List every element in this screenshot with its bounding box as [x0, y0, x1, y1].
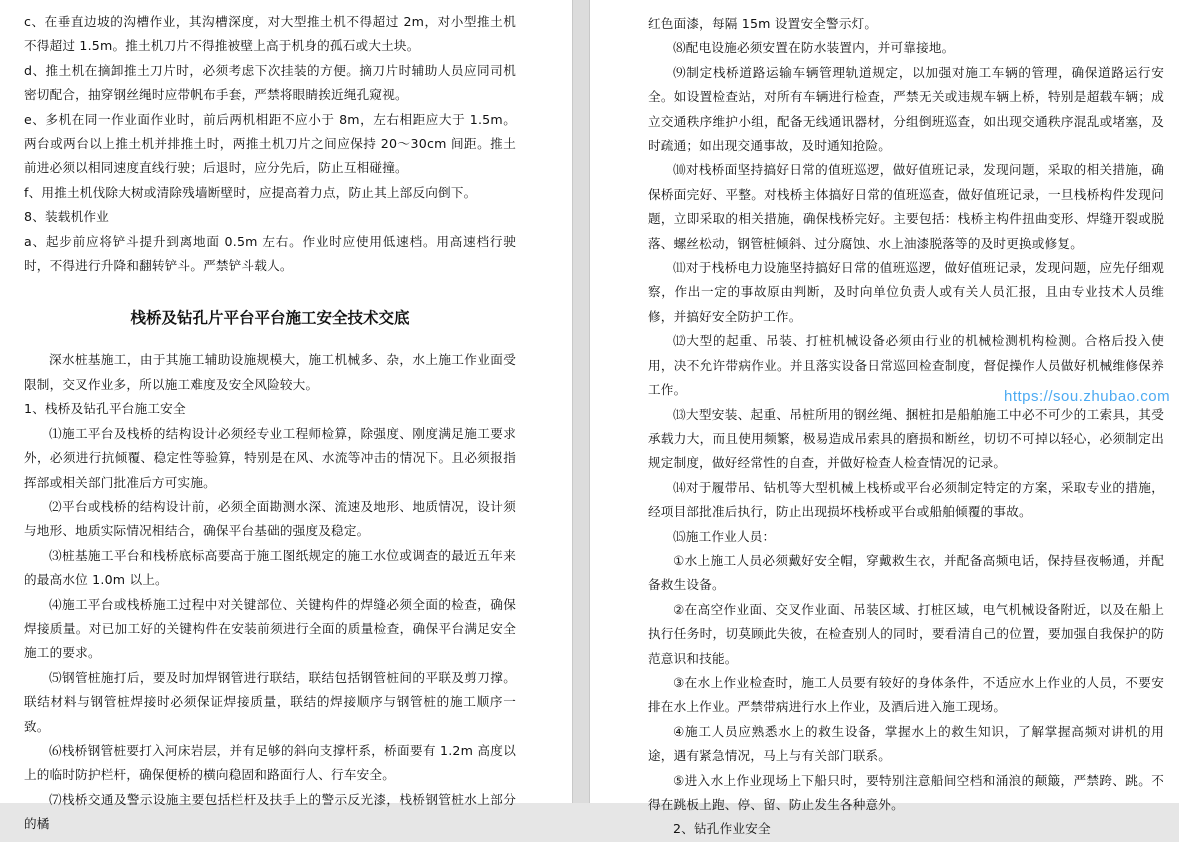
paragraph: d、推土机在摘卸推土刀片时，必须考虑下次挂装的方便。摘刀片时辅助人员应同司机密切配合，抽穿钢丝绳时应带帆布手套，严禁将眼睛挨近绳孔窥视。	[24, 62, 516, 103]
paragraph: ③在水上作业检查时，施工人员要有较好的身体条件，不适应水上作业的人员，不要安排在水上作业。严禁带病进行水上作业，及酒后进入施工现场。	[648, 674, 1164, 715]
document-title: 栈桥及钻孔片平台平台施工安全技术交底	[130, 308, 410, 328]
document-page-left	[0, 0, 572, 832]
paragraph: ⑹栈桥钢管桩要打入河床岩层，并有足够的斜向支撑杆系，桥面要有 1.2m 高度以上的临时防护栏杆，确保便桥的横向稳固和路面行人、行车安全。	[24, 742, 516, 783]
paragraph: ⑸钢管桩施打后，要及时加焊钢管进行联结，联结包括钢管桩间的平联及剪刀撑。联结材料与钢管桩焊接时必须保证焊接质量，联结的焊接顺序与钢管桩的施工顺序一致。	[24, 669, 516, 734]
paragraph: ①水上施工人员必须戴好安全帽，穿戴救生衣，并配备高频电话，保持昼夜畅通，并配备救生设备。	[648, 552, 1164, 593]
section-heading: 2、钻孔作业安全	[673, 821, 771, 837]
page-separator	[572, 0, 590, 803]
paragraph: 红色面漆，每隔 15m 设置安全警示灯。	[648, 16, 878, 31]
paragraph: ⑾对于栈桥电力设施坚持搞好日常的值班巡逻，做好值班记录，发现问题，应先仔细观察，作出一定的事故原由判断，及时向单位负责人或有关人员汇报，且由专业技术人员维修，并搞好安全防护工作。	[648, 260, 1164, 324]
paragraph: ⑽对栈桥面坚持搞好日常的值班巡逻，做好值班记录，发现问题，采取的相关措施，确保桥面完好、平整。对栈桥主体搞好日常的值班巡查，做好值班记录，一旦栈桥构件发现问题，立即采取的相关措施，确保栈桥完好。主要包括：栈桥主构件扭曲变形、焊缝开裂或脱落、螺丝松动，钢管桩倾斜、过分腐蚀、水上油漆脱落等的及时更换或修复。	[648, 162, 1164, 251]
section-heading: 8、装载机作业	[24, 209, 109, 225]
paragraph: ⑤进入水上作业现场上下船只时，要特别注意船间空档和涌浪的颠簸，严禁跨、跳。不得在跳板上跑、停、留、防止发生各种意外。	[648, 772, 1164, 812]
paragraph: ⑵平台或栈桥的结构设计前，必须全面勘测水深、流速及地形、地质情况，设计须与地形、地质实际情况相结合，确保平台基础的强度及稳定。	[24, 498, 516, 539]
paragraph: ⑺栈桥交通及警示设施主要包括栏杆及扶手上的警示反光漆，栈桥钢管桩水上部分的橘	[24, 791, 516, 832]
page-right-content	[648, 12, 1164, 842]
paragraph: ④施工人员应熟悉水上的救生设备，掌握水上的救生知识，了解掌握高频对讲机的用途，遇有紧急情况，马上与有关部门联系。	[648, 723, 1164, 764]
section-heading: 1、栈桥及钻孔平台施工安全	[24, 401, 186, 417]
paragraph: ⑿大型的起重、吊装、打桩机械设备必须由行业的机械检测机构检测。合格后投入使用，决不允许带病作业。并且落实设备日常巡回检查制度，督促操作人员做好机械维修保养工作。	[648, 333, 1164, 398]
paragraph: 深水桩基施工，由于其施工辅助设施规模大，施工机械多、杂，水上施工作业面受限制，交叉作业多，所以施工难度及安全风险较大。	[24, 352, 516, 392]
paragraph: ②在高空作业面、交叉作业面、吊装区域、打桩区域，电气机械设备附近，以及在船上执行任务时，切莫顾此失彼，在检查别人的同时，要看清自己的位置，要加强自我保护的防范意识和技能。	[648, 601, 1164, 666]
paragraph: ⒀大型安装、起重、吊桩所用的钢丝绳、捆桩扣是船舶施工中必不可少的工索具，其受承载力大，而且使用频繁，极易造成吊索具的磨损和断丝，切切不可掉以轻心，必须制定出规定制度，做好经常性的自查，并做好检查人检查情况的记录。	[648, 406, 1164, 471]
page-left-content	[24, 10, 516, 837]
paragraph: f、用推土机伐除大树或清除残墙断壁时，应提高着力点，防止其上部反向倒下。	[24, 184, 477, 200]
paragraph: ⑴施工平台及栈桥的结构设计必须经专业工程师检算，除强度、刚度满足施工要求外，必须进行抗倾覆、稳定性等验算，特别是在风、水流等冲击的情况下。且必须报指挥部或相关部门批准后方可实施。	[24, 425, 516, 490]
paragraph: ⒂施工作业人员：	[673, 528, 776, 544]
paragraph: ⑻配电设施必须安置在防水装置内，并可靠接地。	[673, 40, 955, 56]
paragraph: ⑼制定栈桥道路运输车辆管理轨道规定，以加强对施工车辆的管理，确保道路运行安全。如设置检查站，对所有车辆进行检查，严禁无关或违规车辆上桥，特别是超载车辆；成立交通秩序维护小组，配备无线通讯器材，分组倒班巡查，如出现交通秩序混乱或堵塞，及时疏通；如出现交通事故，及时通知抢险。	[648, 64, 1164, 154]
paragraph: c、在垂直边坡的沟槽作业，其沟槽深度，对大型推土机不得超过 2m，对小型推土机不得超过 1.5m。推土机刀片不得推被壁上高于机身的孤石或大土块。	[24, 14, 516, 54]
paragraph: ⑶桩基施工平台和栈桥底标高要高于施工图纸规定的施工水位或调查的最近五年来的最高水位 1.0m 以上。	[24, 547, 516, 588]
paragraph: ⑷施工平台或栈桥施工过程中对关键部位、关键构件的焊缝必须全面的检查，确保焊接质量。对已加工好的关键构件在安装前须进行全面的质量检查，确保平台满足安全施工的要求。	[24, 596, 516, 661]
paragraph: e、多机在同一作业面作业时，前后两机相距不应小于 8m，左右相距应大于 1.5m。两台或两台以上推土机并排推土时，两推土机刀片之间应保持 20～30cm 间距。推土前进必须以相同速度直线行驶；后退时，应分先后，防止互相碰撞。	[24, 111, 516, 176]
paragraph: a、起步前应将铲斗提升到离地面 0.5m 左右。作业时应使用低速档。用高速档行驶时，不得进行升降和翻转铲斗。严禁铲斗载人。	[24, 233, 516, 274]
watermark-text: https://sou.zhubao.com	[1004, 388, 1171, 405]
paragraph: ⒁对于履带吊、钻机等大型机械上栈桥或平台必须制定特定的方案，采取专业的措施，经项目部批准后执行，防止出现损坏栈桥或平台或船舶倾覆的事故。	[648, 479, 1164, 520]
